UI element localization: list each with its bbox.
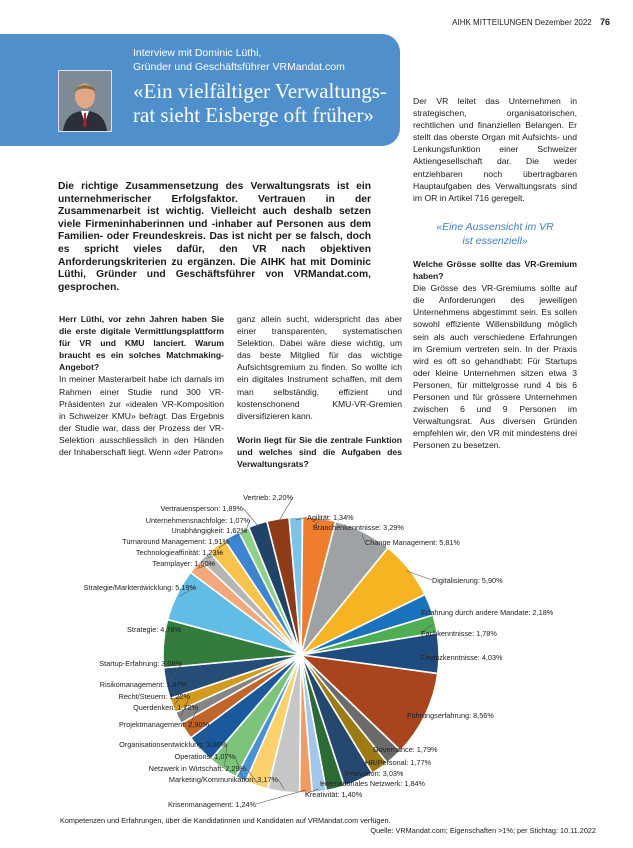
slice-label-21: Risikomanagement: 1,47% — [99, 680, 187, 689]
question-2: Worin liegt für Sie die zentrale Funktion und welches sind die Aufgaben des Verwaltungsrats? — [237, 434, 402, 470]
intro-line-1: Interview mit Dominic Lüthi, — [133, 47, 262, 59]
chart-caption: Kompetenzen und Erfahrungen, über die Kandidatinnen und Kandidaten auf VRMandat.com verfügen. — [60, 816, 391, 825]
slice-label-23: Strategie: 4,78% — [127, 625, 181, 634]
text-column-3-lower — [413, 258, 577, 452]
slice-label-7: Führungserfahrung: 8,56% — [407, 711, 494, 720]
slice-label-15: Netzwerk in Wirtschaft: 2,29% — [148, 764, 246, 773]
slice-label-10: Innovation: 3,03% — [345, 769, 404, 778]
slice-label-28: Unabhängigkeit: 1,62% — [171, 526, 247, 535]
slice-label-31: Vertrieb: 2,20% — [243, 493, 293, 502]
answer-1: In meiner Masterarbeit habe ich damals im Rahmen einer Studie rund 300 VR-Präsidenten zur «idealen VR-Komposition in Schweizer KMU» befragt. Das Ergebnis der Studie war, dass der Prozess der VR-Selektion ausschliesslich in den Händen der Inhaberschaft liegt. Wenn «der Patron» — [59, 374, 224, 458]
title-line-1: «Ein vielfältiger Verwaltungs- — [133, 79, 387, 103]
portrait-photo — [58, 70, 112, 132]
question-3: Welche Grösse sollte das VR-Gremium haben? — [413, 259, 577, 282]
page-number: 76 — [599, 17, 610, 27]
slice-label-3: Digitalisierung: 5,90% — [432, 576, 503, 585]
lead-paragraph: Die richtige Zusammensetzung des Verwaltungsrats ist ein unternehmerischer Erfolgsfaktor. Vertrauen in der Zusammenarbeit ist wichtig. Vielleicht auch deshalb setzen viele Firmeninhaberinnen und -inhaber auf Personen aus dem Familien- oder Freundeskreis. Das ist nicht per se falsch, doch es spricht vieles dafür, den VR nach objektiven Anforderungskriterien zu ergänzen. Die AIHK hat mit Dominic Lüthi, Gründer und Geschäftsführer von VRMandat.com, gesprochen. — [58, 181, 371, 293]
slice-label-4: Erfahrung durch andere Mandate: 2,18% — [421, 608, 554, 617]
slice-label-12: Kreativität: 1,40% — [305, 790, 363, 799]
slice-label-26: Technologieaffinität: 1,23% — [135, 548, 223, 557]
slice-label-0: Agilität: 1,34% — [307, 513, 354, 522]
slice-label-13: Krisenmanagement: 1,24% — [167, 800, 256, 809]
slice-label-27: Turnaround Management: 1,91% — [122, 537, 229, 546]
slice-label-16: Operations: 1,07% — [174, 752, 235, 761]
pull-quote-line-1: «Eine Aussensicht im VR — [436, 221, 554, 233]
competency-pie-chart — [0, 488, 633, 813]
title-line-2: rat sieht Eisberge oft früher» — [133, 103, 375, 127]
slice-label-11: Internationales Netzwerk: 1,84% — [320, 779, 426, 788]
chart-source: Quelle: VRMandat.com; Eigenschaften >1%; per Stichtag: 10.11.2022 — [370, 826, 596, 835]
slice-label-14: Marketing/Kommunikation: 3,17% — [168, 775, 278, 784]
slice-label-24: Strategie/Marktentwicklung: 5,19% — [83, 583, 196, 592]
slice-label-22: Startup-Erfahrung: 3,08% — [99, 659, 182, 668]
answer-1-continued: ganz allein sucht, widerspricht das aber einer transparenten, systematischen Selektion. Dabei wäre diese wichtig, um das beste Mitglied für das wichtige Aufsichtsgremium zu finden. So wollte ich ein digitales Instrument schaffen, mit dem man selbständig, effizient und kostenschonend KMU-VR-Gremien diversifizieren kann. — [237, 314, 402, 421]
text-column-2 — [237, 313, 402, 470]
page-header — [445, 17, 610, 27]
answer-2: Der VR leitet das Unternehmen in strategischen, organisatorischen, rechtlichen und finanziellen Belangen. Er stellt das oberste Organ mit Aufsichts- und Lenkungsfunktion einer Schweizer Aktiengesellschaft dar. Die weder entziehbaren noch übertragbaren Hauptaufgaben des Verwaltungsrats sind im OR in Artikel 716 geregelt. — [413, 96, 577, 203]
slice-label-29: Unternehmensnachfolge: 1,07% — [145, 516, 250, 525]
text-column-1 — [59, 313, 224, 458]
slice-label-8: Governance: 1,79% — [373, 745, 438, 754]
slice-label-25: Teamplayer: 1,50% — [152, 559, 215, 568]
article-title — [133, 79, 387, 127]
text-column-3 — [413, 95, 577, 204]
slice-label-18: Projektmanagement: 2,90% — [118, 720, 209, 729]
publication-name: AIHK MITTEILUNGEN — [452, 18, 533, 27]
pull-quote — [413, 220, 577, 248]
interview-intro — [133, 46, 345, 74]
slice-label-17: Organisationsentwicklung: 3,00% — [119, 740, 227, 749]
slice-label-2: Change Management: 5,81% — [365, 538, 460, 547]
pull-quote-line-2: ist essenziell» — [462, 235, 528, 247]
answer-3: Die Grösse des VR-Gremiums sollte auf die Anforderungen des jeweiligen Unternehmens abgestimmt sein. Es sollen sowohl effiziente Willensbildung möglich sein als auch verschiedene Erfahrungen im Gremium vertreten sein. In der Praxis wird es oft so gehandhabt: Für Startups oder kleine Unternehmen sitzen etwa 3 Personen, für mittelgrosse rund 4 bis 6 Personen und für grössere Unternehmen zwischen 6 und 9 Personen im Verwaltungsrat. Aus diversen Gründen empfehlen wir, den VR mit mindestens drei Personen zu besetzen. — [413, 283, 577, 451]
slice-label-6: Finanzkenntnisse: 4,03% — [421, 653, 503, 662]
question-1: Herr Lüthi, vor zehn Jahren haben Sie die erste digitale Vermittlungsplattform für VR und KMU lanciert. Warum braucht es ein solches Matchmaking-Angebot? — [59, 314, 224, 373]
slice-label-19: Querdenken: 1,72% — [133, 703, 198, 712]
intro-line-2: Gründer und Geschäftsführer VRMandat.com — [133, 61, 345, 73]
slice-label-5: Fachkenntnisse: 1,78% — [421, 629, 497, 638]
issue-date: Dezember 2022 — [534, 18, 592, 27]
slice-label-30: Vertrauensperson: 1,89% — [160, 504, 243, 513]
slice-label-9: HR/Personal: 1,77% — [365, 758, 432, 767]
slice-label-1: Branchenkenntnisse: 3,29% — [313, 523, 404, 532]
slice-label-20: Recht/Steuern: 1,22% — [118, 692, 190, 701]
